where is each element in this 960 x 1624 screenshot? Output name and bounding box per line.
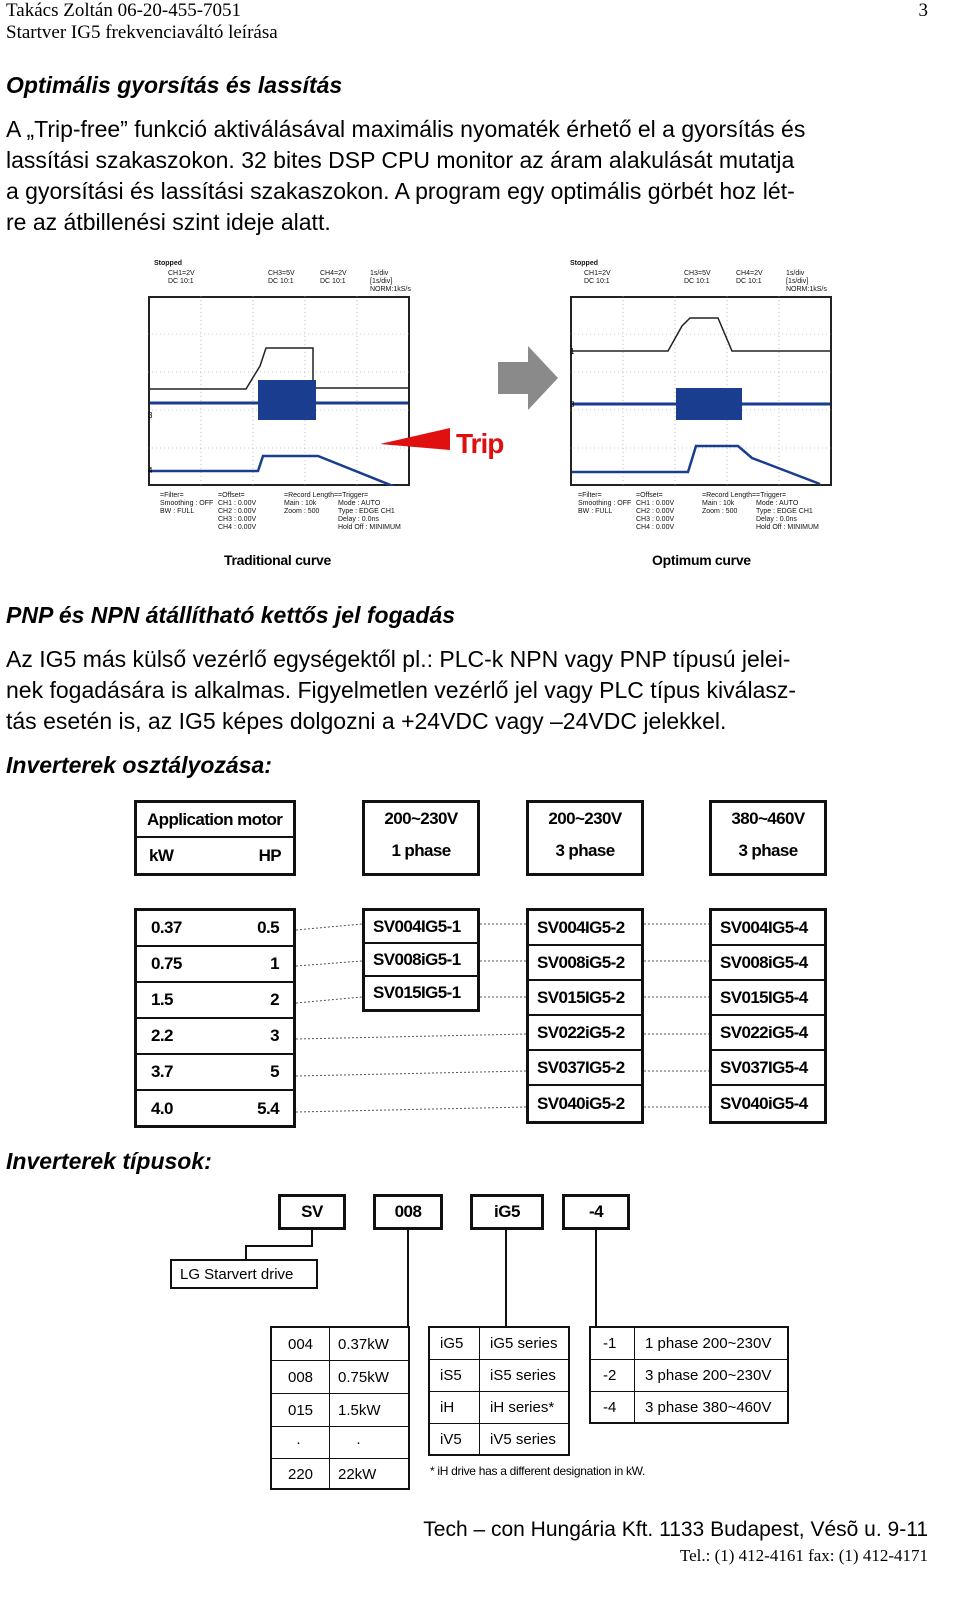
part-series-box: iG5: [470, 1194, 544, 1230]
models-3ph-400-table: [709, 908, 827, 1124]
voltage-header-3ph-200: [526, 800, 644, 876]
section2-paragraph: [6, 644, 928, 737]
motor-row: [137, 911, 293, 947]
voltage-code: -1: [591, 1328, 635, 1359]
kw-value: 4.0: [151, 1099, 173, 1118]
brand-box: LG Starvert drive: [170, 1259, 318, 1289]
voltage-table: [589, 1326, 789, 1424]
header-left: [6, 0, 278, 44]
scope-ch-label: CH1=2V DC 10:1: [584, 270, 611, 285]
page-number: 3: [918, 0, 928, 21]
scope-ch-label: CH4=2V DC 10:1: [736, 270, 763, 285]
voltage-name: 3 phase 380~460V: [645, 1398, 772, 1416]
series-code: iS5: [430, 1360, 480, 1391]
scope-info: =Trigger= Mode : AUTO Type : EDGE CH1 Delay : 0.0ns Hold Off : MINIMUM: [338, 492, 401, 531]
model-cell: SV008iG5-1: [365, 944, 477, 977]
model-cell: SV040iG5-2: [537, 1093, 625, 1113]
scope-info: =Offset= CH1 : 0.00V CH2 : 0.00V CH3 : 0.00V CH4 : 0.00V: [218, 492, 257, 531]
caption-optimum: Optimum curve: [652, 552, 751, 568]
voltage-name: 3 phase 200~230V: [645, 1367, 772, 1384]
voltage-name: 1 phase 200~230V: [645, 1335, 772, 1352]
series-table: [428, 1326, 570, 1456]
series-row: [430, 1424, 568, 1454]
series-code: iH: [430, 1392, 480, 1423]
scope-traditional: [148, 258, 418, 558]
model-cell: SV004IG5-1: [365, 911, 477, 944]
paragraph-line: A „Trip-free” funkció aktiválásával maximális nyomaték érhető el a gyorsítás és: [6, 116, 806, 142]
scope-ch-label: 1s/div [1s/div] NORM:1kS/s: [786, 270, 827, 293]
svg-text:4: 4: [148, 466, 153, 475]
capacity-kw: 0.75kW: [338, 1368, 389, 1386]
hp-value: 0.5: [257, 918, 279, 937]
model-cell: SV008iG5-2: [529, 946, 641, 981]
capacity-code: ·: [272, 1427, 330, 1458]
scope-info: =Offset= CH1 : 0.00V CH2 : 0.00V CH3 : 0.00V CH4 : 0.00V: [636, 492, 675, 531]
capacity-row: [272, 1427, 408, 1459]
capacity-code: 008: [272, 1361, 330, 1393]
model-cell: SV022iG5-2: [529, 1016, 641, 1051]
scope-ch-label: CH4=2V DC 10:1: [320, 270, 347, 285]
models-3ph-200-table: [526, 908, 644, 1124]
kw-value: 2.2: [151, 1026, 173, 1045]
model-cell: SV015IG5-1: [373, 983, 461, 1002]
model-cell: SV040iG5-4: [720, 1093, 808, 1113]
scope-ch-label: 1s/div [1s/div] NORM:1kS/s: [370, 270, 411, 293]
scope-plot: [570, 296, 832, 486]
paragraph-line: lassítási szakaszokon. 32 bites DSP CPU monitor az áram alakulását mutatja: [6, 147, 795, 173]
motor-header-box: [134, 800, 296, 876]
voltage-row: [591, 1328, 787, 1360]
series-code: iG5: [430, 1328, 480, 1359]
motor-row: [137, 1055, 293, 1091]
scope-info: =Record Length= Main : 10k Zoom : 500: [702, 492, 757, 515]
trip-arrow-icon: [380, 424, 450, 454]
capacity-kw: 0.37kW: [338, 1335, 389, 1353]
capacity-table: [270, 1326, 410, 1490]
series-row: [430, 1360, 568, 1392]
motor-row: [137, 1091, 293, 1127]
motor-values-table: [134, 908, 296, 1128]
scope-status: Stopped: [570, 260, 598, 267]
capacity-row: [272, 1394, 408, 1427]
section-title-classification: Inverterek osztályozása:: [6, 752, 272, 778]
model-cell: SV008iG5-4: [712, 946, 824, 981]
model-cell: SV022iG5-4: [712, 1016, 824, 1051]
voltage-label: 200~230V: [548, 809, 622, 828]
motor-header-title: Application motor: [137, 803, 293, 838]
capacity-kw: ·: [356, 1434, 361, 1451]
voltage-row: [591, 1360, 787, 1392]
model-cell: SV015IG5-4: [712, 981, 824, 1016]
capacity-code: 015: [272, 1394, 330, 1426]
capacity-code: 220: [272, 1459, 330, 1489]
capacity-row: [272, 1328, 408, 1361]
capacity-kw: 22kW: [338, 1465, 377, 1483]
voltage-label: 200~230V: [384, 809, 458, 828]
hp-value: 5.4: [257, 1099, 279, 1118]
paragraph-line: re az átbillenési szint ideje alatt.: [6, 209, 331, 235]
phase-label: 3 phase: [555, 841, 615, 860]
trip-label: Trip: [456, 428, 504, 459]
series-name: iG5 series: [490, 1335, 558, 1352]
motor-row: [137, 1019, 293, 1055]
model-cell: SV004IG5-4: [712, 911, 824, 946]
part-voltage-box: -4: [562, 1194, 630, 1230]
scope-info: =Record Length= Main : 10k Zoom : 500: [284, 492, 339, 515]
voltage-code: -4: [591, 1392, 635, 1422]
voltage-label: 380~460V: [731, 809, 805, 828]
scope-info: =Filter= Smoothing : OFF BW : FULL: [578, 492, 632, 515]
series-name: iV5 series: [490, 1430, 556, 1448]
kw-header: kW: [149, 845, 174, 865]
footer-company: Tech – con Hungária Kft. 1133 Budapest, Vésõ u. 9-11: [423, 1518, 928, 1541]
hp-value: 3: [270, 1026, 279, 1045]
kw-value: 1.5: [151, 990, 173, 1009]
voltage-code: -2: [591, 1360, 635, 1391]
models-1ph-table: [362, 908, 480, 1012]
capacity-row: [272, 1459, 408, 1489]
series-code: iV5: [430, 1424, 480, 1454]
svg-text:3: 3: [570, 400, 575, 409]
series-name: iS5 series: [490, 1367, 556, 1384]
phase-label: 3 phase: [738, 841, 798, 860]
motor-row: [137, 983, 293, 1019]
right-arrow-icon: [498, 346, 560, 410]
paragraph-line: Az IG5 más külső vezérlő egységektől pl.: PLC-k NPN vagy PNP típusú jelei-: [6, 646, 791, 672]
dashed-connectors: [296, 906, 716, 1122]
paragraph-line: nek fogadására is alkalmas. Figyelmetlen vezérlő jel vagy PLC típus kiválasz-: [6, 677, 797, 703]
part-capacity-box: 008: [373, 1194, 443, 1230]
caption-traditional: Traditional curve: [224, 552, 331, 568]
kw-value: 0.75: [151, 954, 182, 973]
scope-plot: [148, 296, 410, 486]
footer-phone: Tel.: (1) 412-4161 fax: (1) 412-4171: [679, 1546, 928, 1565]
series-row: [430, 1328, 568, 1360]
hp-header: HP: [258, 845, 281, 865]
hp-value: 5: [270, 1062, 279, 1081]
svg-text:1: 1: [570, 347, 575, 356]
model-cell: SV037IG5-4: [712, 1051, 824, 1086]
kw-value: 3.7: [151, 1062, 173, 1081]
series-row: [430, 1392, 568, 1424]
svg-text:3: 3: [148, 411, 153, 420]
scope-ch-label: CH1=2V DC 10:1: [168, 270, 195, 285]
scope-info: =Filter= Smoothing : OFF BW : FULL: [160, 492, 214, 515]
hp-value: 2: [270, 990, 279, 1009]
scope-ch-label: CH3=5V DC 10:1: [268, 270, 295, 285]
voltage-header-3ph-400: [709, 800, 827, 876]
section-title-acceleration: Optimális gyorsítás és lassítás: [6, 72, 343, 98]
paragraph-line: tás esetén is, az IG5 képes dolgozni a +24VDC vagy –24VDC jelekkel.: [6, 708, 727, 734]
voltage-header-1ph-200: [362, 800, 480, 876]
capacity-kw: 1.5kW: [338, 1401, 381, 1419]
capacity-row: [272, 1361, 408, 1394]
section1-paragraph: [6, 114, 928, 238]
header-doc-title: Startver IG5 frekvenciaváltó leírása: [6, 22, 278, 43]
hp-value: 1: [270, 954, 279, 973]
model-cell: SV037IG5-2: [529, 1051, 641, 1086]
scope-info: =Trigger= Mode : AUTO Type : EDGE CH1 Delay : 0.0ns Hold Off : MINIMUM: [756, 492, 819, 531]
series-name: iH series*: [490, 1399, 555, 1416]
voltage-row: [591, 1392, 787, 1422]
motor-row: [137, 947, 293, 983]
phase-label: 1 phase: [391, 841, 451, 860]
section-title-types: Inverterek típusok:: [6, 1148, 212, 1174]
scope-optimum: [564, 258, 834, 558]
paragraph-line: a gyorsítási és lassítási szakaszokon. A program egy optimális görbét hoz lét-: [6, 178, 795, 204]
model-cell: SV004IG5-2: [529, 911, 641, 946]
kw-value: 0.37: [151, 918, 182, 937]
scope-status: Stopped: [154, 260, 182, 267]
model-cell: SV015IG5-2: [529, 981, 641, 1016]
ih-note: * iH drive has a different designation in kW.: [430, 1464, 646, 1478]
scope-ch-label: CH3=5V DC 10:1: [684, 270, 711, 285]
capacity-code: 004: [272, 1328, 330, 1360]
header-author: Takács Zoltán 06-20-455-7051: [6, 0, 242, 21]
section-title-pnp-npn: PNP és NPN átállítható kettős jel fogadás: [6, 602, 456, 628]
part-prefix-box: SV: [278, 1194, 346, 1230]
